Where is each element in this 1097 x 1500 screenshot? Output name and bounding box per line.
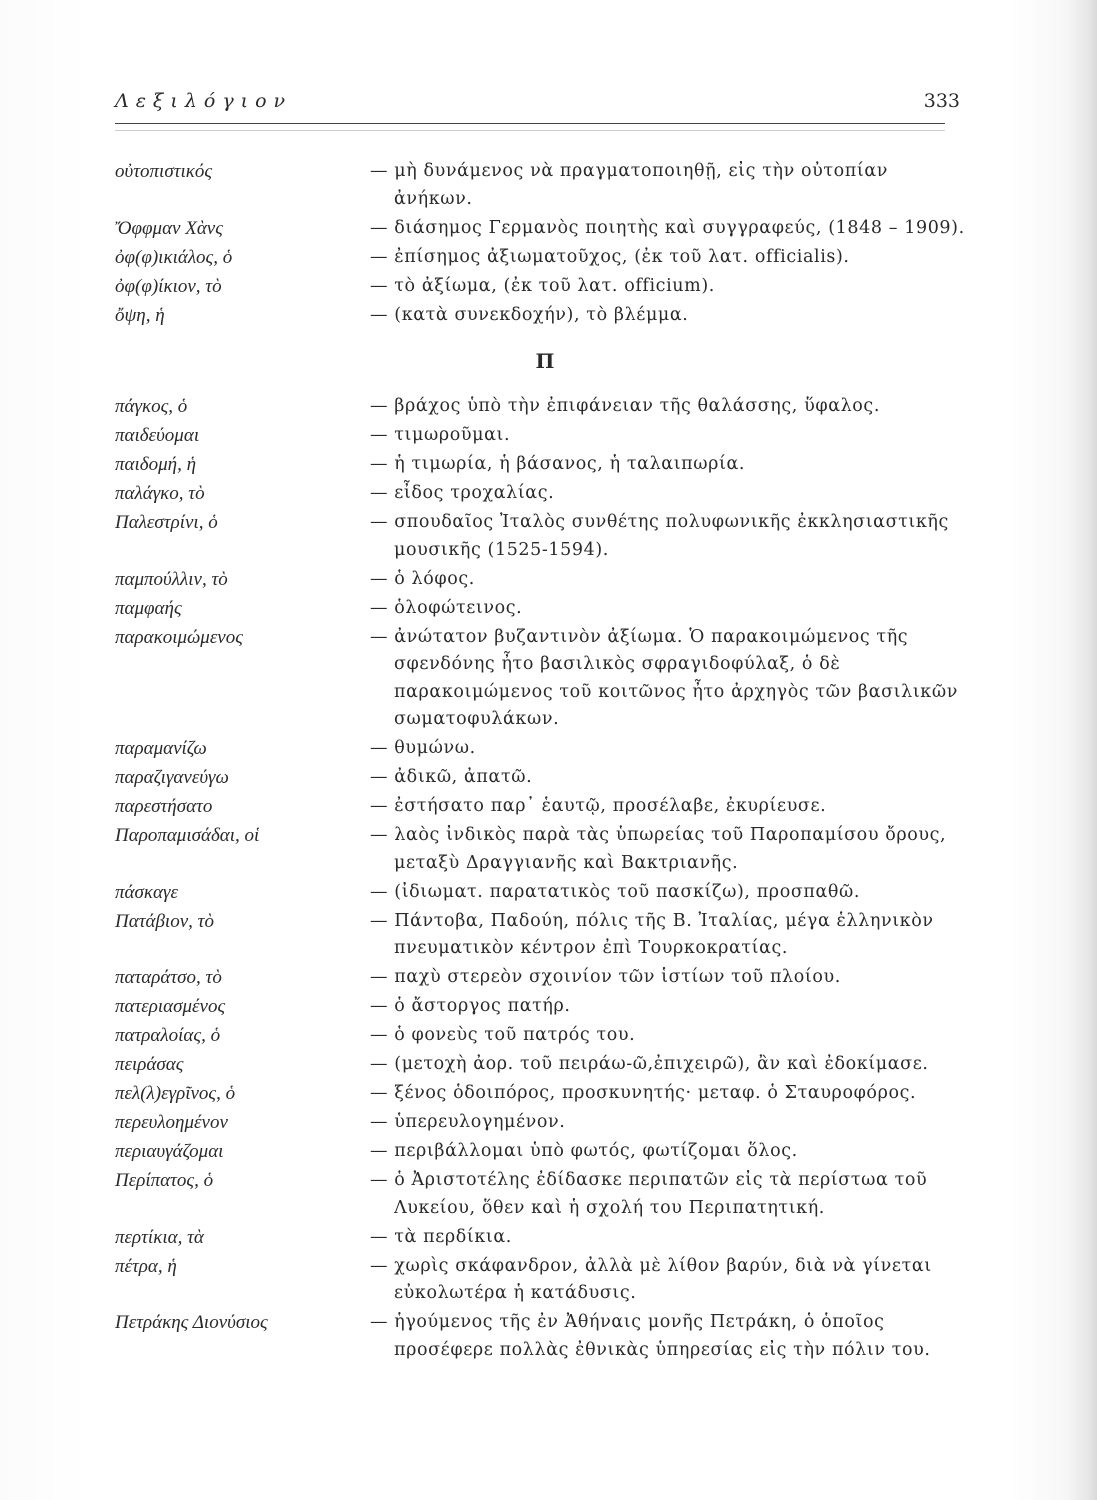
entry-term: Πετράκης Διονύσιος bbox=[115, 1312, 268, 1333]
section-letter: Π bbox=[535, 349, 555, 373]
entry-term: περιαυγάζομαι bbox=[115, 1141, 224, 1162]
entry-definition: — Πάντοβα, Παδούη, πόλις τῆς Β. Ἰταλίας, μέγα ἑλληνικὸν πνευματικὸν κέντρον ἐπὶ Τουρκοκρατίας. bbox=[370, 910, 934, 958]
entry-term: πατεριασμένος bbox=[115, 996, 226, 1017]
glossary-entries bbox=[115, 158, 965, 1366]
glossary-entry bbox=[115, 764, 965, 792]
glossary-entry bbox=[115, 908, 965, 963]
entry-term: Περίπατος, ὁ bbox=[115, 1170, 214, 1191]
glossary-entry bbox=[115, 993, 965, 1021]
entry-term: περευλοημένον bbox=[115, 1112, 228, 1133]
entry-definition: — ἐπίσημος ἀξιωματοῦχος, (ἐκ τοῦ λατ. officialis). bbox=[370, 246, 850, 267]
page-header bbox=[115, 88, 960, 122]
glossary-entry bbox=[115, 480, 965, 508]
entry-term: πελ(λ)εγρῖνος, ὁ bbox=[115, 1083, 236, 1104]
glossary-entry bbox=[115, 793, 965, 821]
entry-term: πέτρα, ἡ bbox=[115, 1255, 177, 1277]
entry-definition: — ἐστήσατο παρ᾽ ἑαυτῷ, προσέλαβε, ἐκυρίευσε. bbox=[370, 796, 827, 816]
page-edge-shadow bbox=[1069, 0, 1097, 1500]
glossary-entry bbox=[115, 1253, 965, 1308]
glossary-entry bbox=[115, 735, 965, 763]
entry-definition: — λαὸς ἰνδικὸς παρὰ τὰς ὑπωρείας τοῦ Παροπαμίσου ὄρους, μεταξὺ Δραγγιανῆς καὶ Βακτριανῆς. bbox=[370, 825, 947, 873]
glossary-entry bbox=[115, 1109, 965, 1137]
entry-definition: — τὸ ἀξίωμα, (ἐκ τοῦ λατ. officium). bbox=[370, 275, 715, 296]
entry-term: πάσκαγε bbox=[115, 881, 178, 903]
entries-before-section bbox=[115, 158, 965, 329]
glossary-entry bbox=[115, 566, 965, 594]
entry-definition: — ὁ ἄστοργος πατήρ. bbox=[370, 996, 571, 1016]
glossary-entry bbox=[115, 302, 965, 330]
glossary-entry bbox=[115, 158, 965, 213]
entry-definition: — εἶδος τροχαλίας. bbox=[370, 483, 555, 503]
entry-term: ὀφ(φ)ικιάλος, ὁ bbox=[115, 246, 233, 268]
glossary-entry bbox=[115, 215, 965, 243]
entry-term: Παλεστρίνι, ὁ bbox=[115, 512, 218, 533]
entry-definition: — παχὺ στερεὸν σχοινίον τῶν ἱστίων τοῦ πλοίου. bbox=[370, 967, 841, 987]
glossary-entry bbox=[115, 624, 965, 734]
glossary-entry bbox=[115, 422, 965, 450]
entry-term: περτίκια, τὰ bbox=[115, 1226, 204, 1248]
glossary-entry bbox=[115, 1080, 965, 1108]
entry-term: παταράτσο, τὸ bbox=[115, 967, 222, 988]
entry-definition: — τὰ περδίκια. bbox=[370, 1226, 512, 1247]
header-rule-faint bbox=[115, 130, 945, 131]
glossary-entry bbox=[115, 595, 965, 623]
glossary-entry bbox=[115, 509, 965, 564]
entry-definition: — περιβάλλομαι ὑπὸ φωτός, φωτίζομαι ὅλος. bbox=[370, 1141, 798, 1161]
entry-definition: — θυμώνω. bbox=[370, 738, 476, 758]
entry-term: παρακοιμώμενος bbox=[115, 626, 243, 648]
entry-term: πατραλοίας, ὁ bbox=[115, 1025, 221, 1046]
entry-definition: — διάσημος Γερμανὸς ποιητὴς καὶ συγγραφεύς, (1848 – 1909). bbox=[370, 217, 965, 238]
entry-definition: — ἡγούμενος τῆς ἐν Ἀθήναις μονῆς Πετράκη, ὁ ὁποῖος προσέφερε πολλὰς ἐθνικὰς ὑπηρεσίας εἰς τὴν πόλιν του. bbox=[370, 1312, 931, 1360]
running-head: Λεξιλόγιον bbox=[115, 90, 293, 112]
glossary-entry bbox=[115, 1167, 965, 1222]
entry-term: οὐτοπιστικός bbox=[115, 161, 213, 182]
glossary-entry bbox=[115, 1051, 965, 1079]
entry-definition: — βράχος ὑπὸ τὴν ἐπιφάνειαν τῆς θαλάσσης, ὕφαλος. bbox=[370, 396, 881, 416]
entry-term: παιδεύομαι bbox=[115, 425, 200, 446]
entry-definition: — ἡ τιμωρία, ἡ βάσανος, ἡ ταλαιπωρία. bbox=[370, 454, 746, 474]
entry-term: Ὄφφμαν Χὰνς bbox=[115, 217, 223, 239]
entries-after-section bbox=[115, 393, 965, 1364]
glossary-entry bbox=[115, 273, 965, 301]
entry-term: παρεστήσατο bbox=[115, 796, 213, 817]
entry-definition: — ἀνώτατον βυζαντινὸν ἀξίωμα. Ὁ παρακοιμώμενος τῆς σφενδόνης ἦτο βασιλικὸς σφραγιδοφύλαξ, ὁ δὲ παρακοιμώμενος τοῦ κοιτῶνος ἦτο ἀρχηγὸς τῶν βασιλικῶν σωματοφυλάκων. bbox=[370, 626, 958, 729]
glossary-entry bbox=[115, 451, 965, 479]
glossary-entry bbox=[115, 879, 965, 907]
entry-term: παραζιγανεύγω bbox=[115, 767, 229, 788]
entry-definition: — ὁλοφώτεινος. bbox=[370, 597, 523, 618]
glossary-entry bbox=[115, 1138, 965, 1166]
entry-term: πάγκος, ὁ bbox=[115, 396, 188, 417]
entry-definition: — ὁ λόφος. bbox=[370, 568, 475, 589]
glossary-entry bbox=[115, 1022, 965, 1050]
glossary-entry bbox=[115, 1309, 965, 1364]
entry-term: παραμανίζω bbox=[115, 738, 207, 759]
entry-term: παιδομή, ἡ bbox=[115, 454, 196, 475]
glossary-entry bbox=[115, 1224, 965, 1252]
entry-term: Παροπαμισάδαι, οἱ bbox=[115, 825, 260, 846]
entry-term: ὀφ(φ)ίκιον, τὸ bbox=[115, 275, 222, 297]
entry-term: Πατάβιον, τὸ bbox=[115, 910, 214, 932]
header-rule bbox=[115, 123, 945, 124]
glossary-entry bbox=[115, 393, 965, 421]
entry-term: παλάγκο, τὸ bbox=[115, 483, 205, 504]
glossary-entry bbox=[115, 964, 965, 992]
glossary-entry bbox=[115, 244, 965, 272]
glossary-entry bbox=[115, 822, 965, 877]
entry-definition: — (κατὰ συνεκδοχήν), τὸ βλέμμα. bbox=[370, 304, 689, 325]
entry-definition: — (ἰδιωματ. παρατατικὸς τοῦ πασκίζω), προσπαθῶ. bbox=[370, 881, 861, 902]
entry-definition: — τιμωροῦμαι. bbox=[370, 425, 511, 445]
entry-term: παμπούλλιν, τὸ bbox=[115, 568, 228, 590]
entry-definition: — (μετοχὴ ἀορ. τοῦ πειράω-ῶ,ἐπιχειρῶ), ἂν καὶ ἐδοκίμασε. bbox=[370, 1054, 929, 1074]
entry-definition: — ὁ Ἀριστοτέλης ἐδίδασκε περιπατῶν εἰς τὰ περίστωα τοῦ Λυκείου, ὅθεν καὶ ἡ σχολή του Περιπατητική. bbox=[370, 1170, 928, 1218]
page-number: 333 bbox=[923, 90, 960, 112]
entry-definition: — μὴ δυνάμενος νὰ πραγματοποιηθῇ, εἰς τὴν οὐτοπίαν ἀνήκων. bbox=[370, 161, 888, 209]
entry-definition: — χωρὶς σκάφανδρον, ἀλλὰ μὲ λίθον βαρύν, διὰ νὰ γίνεται εὐκολωτέρα ἡ κατάδυσις. bbox=[370, 1255, 932, 1303]
entry-term: παμφαής bbox=[115, 597, 182, 619]
entry-term: ὄψη, ἡ bbox=[115, 304, 165, 326]
entry-definition: — σπουδαῖος Ἰταλὸς συνθέτης πολυφωνικῆς ἐκκλησιαστικῆς μουσικῆς (1525-1594). bbox=[370, 512, 949, 560]
entry-definition: — ὑπερευλογημένον. bbox=[370, 1112, 566, 1132]
entry-term: πειράσας bbox=[115, 1054, 184, 1075]
entry-definition: — ὁ φονεὺς τοῦ πατρός του. bbox=[370, 1025, 636, 1045]
entry-definition: — ἀδικῶ, ἀπατῶ. bbox=[370, 767, 533, 787]
entry-definition: — ξένος ὁδοιπόρος, προσκυνητής· μεταφ. ὁ Σταυροφόρος. bbox=[370, 1083, 917, 1103]
